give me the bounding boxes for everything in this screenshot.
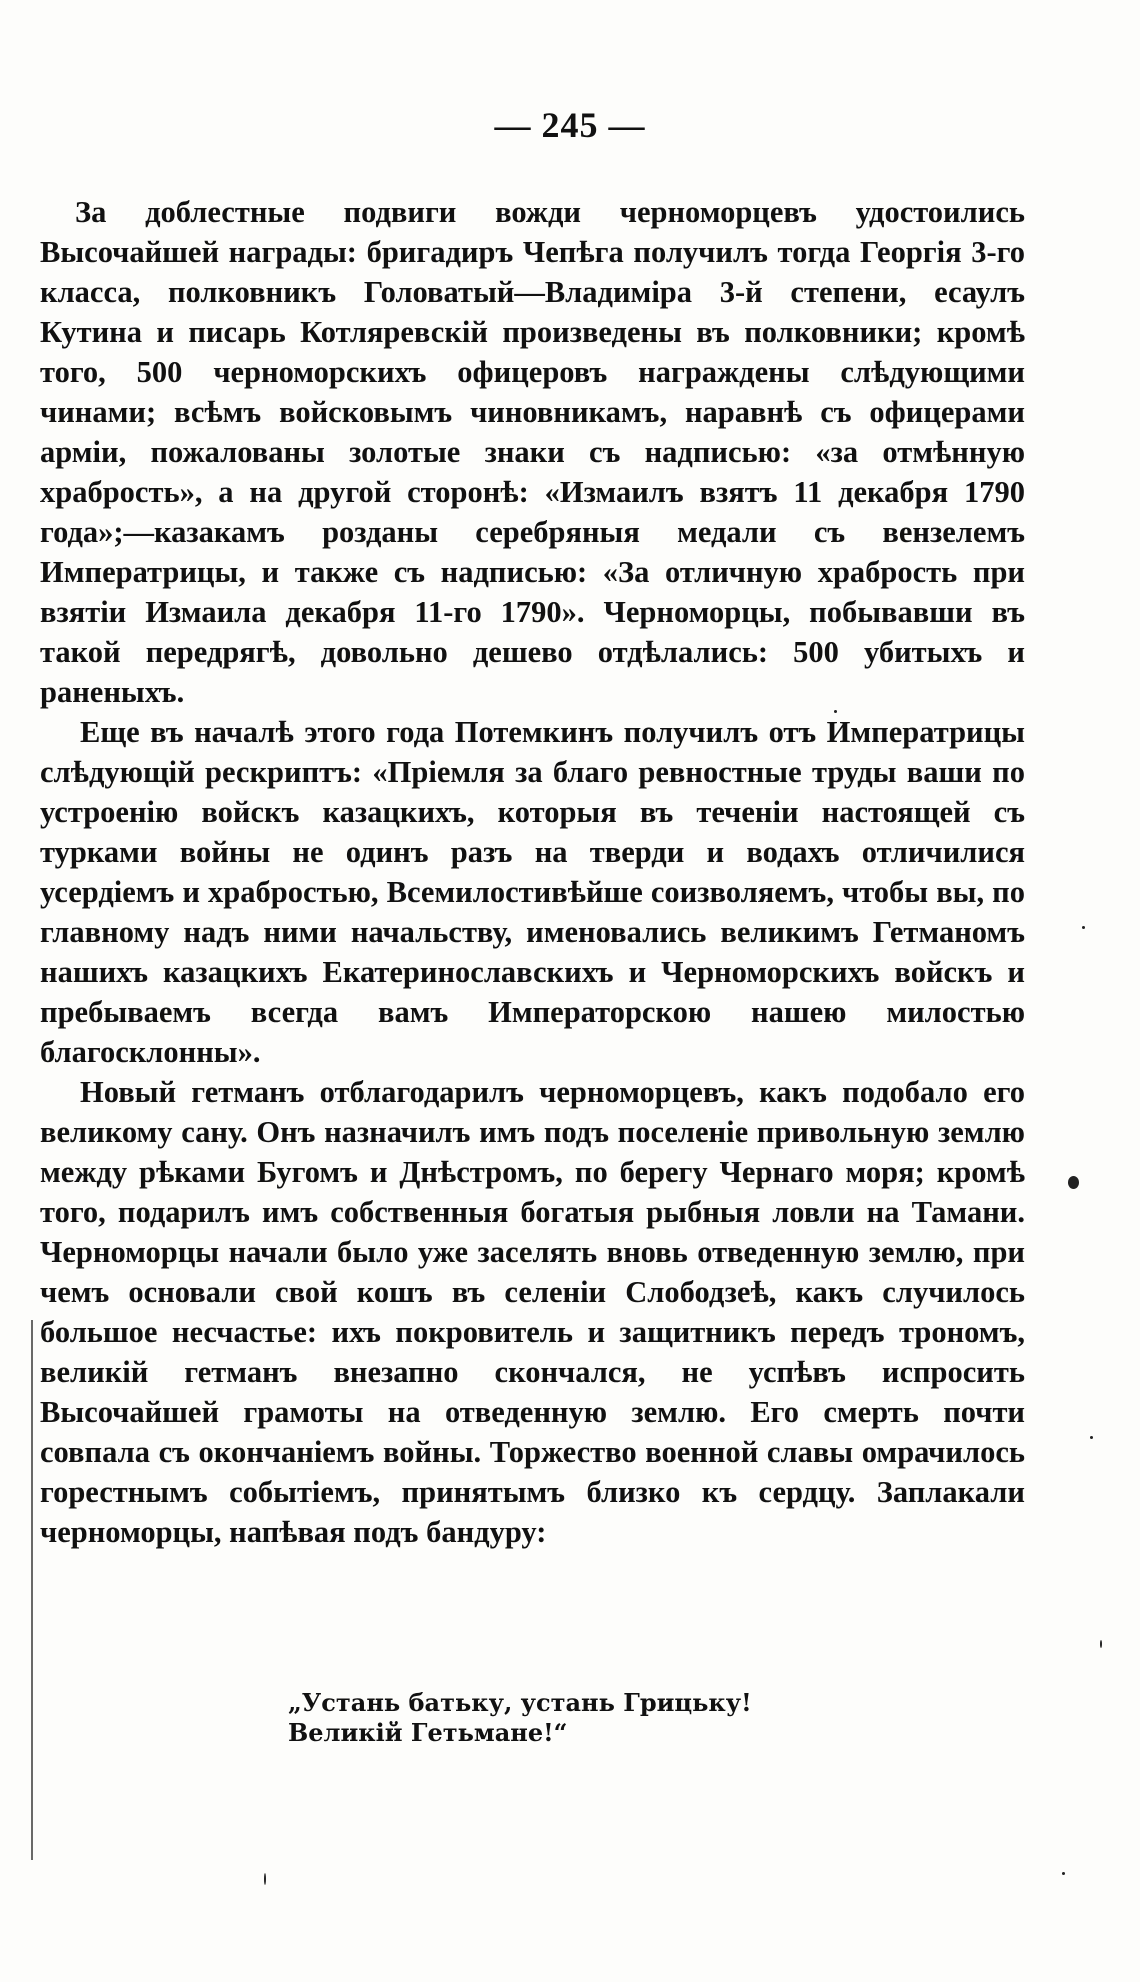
paragraph-rescript: Еще въ началѣ этого года Потемкинъ получилъ отъ Императрицы слѣдующій рескриптъ: «Пріемля за благо ревностные труды ваши по устроенію войскъ казацкихъ, которыя въ теченіи настоящей съ турками войны не одинъ разъ на тверди и водахъ отличилися усердіемъ и храбростью, Всемилостивѣйше соизволяемъ, чтобы вы, по главному надъ ними начальству, именовались великимъ Гетманомъ нашихъ казацкихъ Екатеринославскихъ и Черноморскихъ войскъ и пребываемъ всегда вамъ Императорскою нашею милостью благосклонны».: [40, 715, 1025, 1069]
scan-margin-line: [31, 1320, 33, 1860]
scan-speck: [1062, 1872, 1065, 1875]
paragraph-awards: За доблестные подвиги вожди черноморцевъ удостоились Высочайшей награды: бригадиръ Чепѣга получилъ тогда Георгія 3-го класса, полковникъ Головатый—Владиміра 3-й степени, есаулъ Кутина и писарь Котляревскій произведены въ полковники; кромѣ того, 500 черноморскихъ офицеровъ награждены слѣдующими чинами; всѣмъ войсковымъ чиновникамъ, наравнѣ съ офицерами арміи, пожалованы золотые знаки съ надписью: «за отмѣнную храбрость», а на другой сторонѣ: «Измаилъ взятъ 11 декабря 1790 года»;—казакамъ розданы серебряныя медали съ вензелемъ Императрицы, и также съ надписью: «За отличную храбрость при взятіи Измаила декабря 11-го 1790». Черноморцы, побывавши въ такой передрягѣ, довольно дешево отдѣлались: 500 убитыхъ и раненыхъ.: [40, 195, 1025, 709]
body-text: [40, 192, 1025, 1552]
verse-quote: [288, 1688, 752, 1748]
scan-speck: [1100, 1640, 1102, 1648]
scan-speck: [1068, 1176, 1079, 1189]
verse-line: „Устань батьку, устань Грицьку!: [288, 1688, 752, 1717]
scan-speck: [1090, 1436, 1093, 1439]
page-number: — 245 —: [494, 105, 646, 145]
scan-speck: [1082, 926, 1085, 929]
scan-speck: [834, 710, 837, 713]
paragraph-hetman: Новый гетманъ отблагодарилъ черноморцевъ, какъ подобало его великому сану. Онъ назначилъ имъ подъ поселеніе привольную землю между рѣками Бугомъ и Днѣстромъ, по берегу Чернаго моря; кромѣ того, подарилъ имъ собственныя богатыя рыбныя ловли на Тамани. Черноморцы начали было уже заселять вновь отведенную землю, при чемъ основали свой кошъ въ селеніи Слободзеѣ, какъ случилось большое несчастье: ихъ покровитель и защитникъ передъ трономъ, великій гетманъ внезапно скончался, не успѣвъ испросить Высочайшей грамоты на отведенную землю. Его смерть почти совпала съ окончаніемъ войны. Торжество военной славы омрачилось горестнымъ событіемъ, принятымъ близко къ сердцу. Заплакали черноморцы, напѣвая подъ бандуру:: [40, 1075, 1025, 1549]
scan-speck: [264, 1873, 266, 1885]
verse-line: Великій Гетьмане!“: [288, 1718, 568, 1747]
